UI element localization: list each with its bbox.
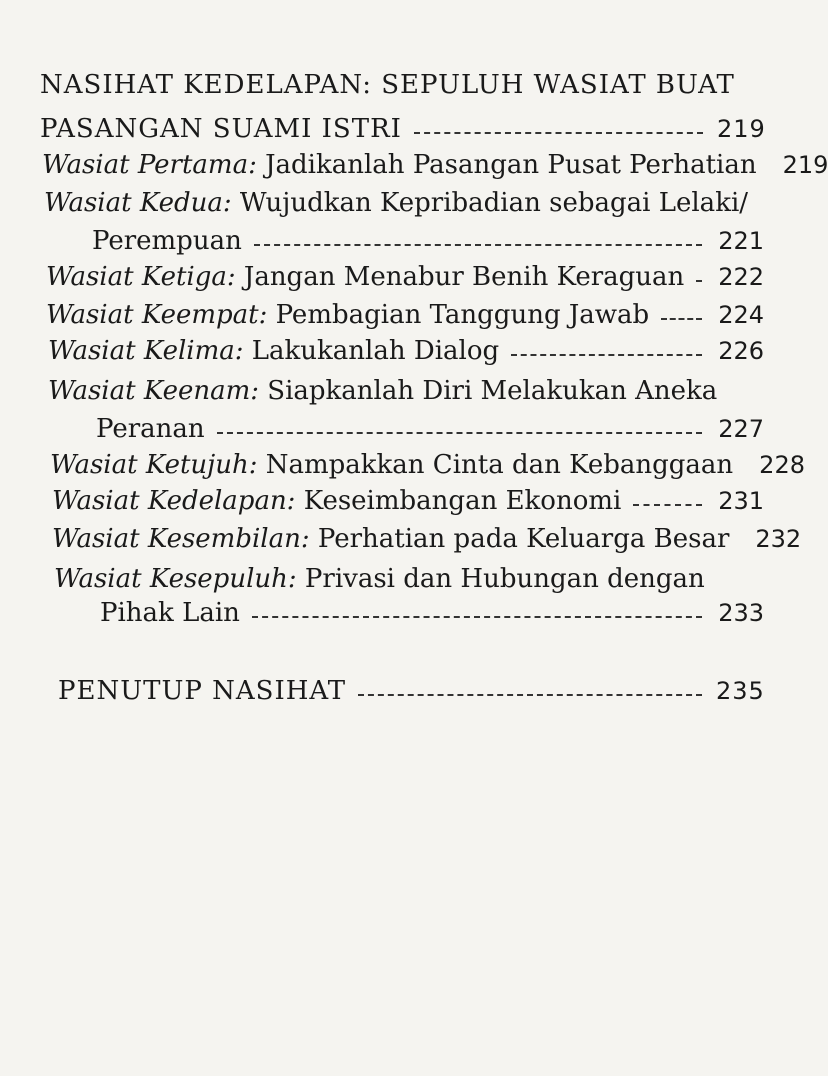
closing-title: PENUTUP NASIHAT <box>58 676 347 706</box>
dot-leader <box>254 244 702 246</box>
entry-text: Jadikanlah Pasangan Pusat Perhatian <box>265 150 757 180</box>
dot-leader <box>414 132 703 134</box>
page-number: 228 <box>759 451 805 479</box>
page-number: 232 <box>755 525 802 553</box>
toc-entry-continuation <box>100 596 764 630</box>
toc-entry <box>48 334 764 368</box>
entry-text: Perhatian pada Keluarga Besar <box>317 524 730 554</box>
toc-entry <box>46 298 764 332</box>
entry-text: Perempuan <box>92 226 242 256</box>
page-number: 222 <box>718 263 764 291</box>
page-number: 226 <box>718 337 764 365</box>
entry-label: Wasiat Kesembilan: <box>52 524 310 554</box>
toc-entry <box>50 448 805 482</box>
entry-text: Peranan <box>96 414 205 444</box>
dot-leader <box>661 318 702 320</box>
page-number: 219 <box>782 151 828 179</box>
entry-label: Wasiat Ketiga: <box>46 262 236 292</box>
toc-entry-continuation <box>92 224 764 258</box>
toc-entry <box>54 562 764 596</box>
dot-leader <box>633 504 702 506</box>
toc-entry <box>52 522 802 556</box>
toc-entry <box>44 186 764 220</box>
entry-text: Siapkanlah Diri Melakukan Aneka <box>267 376 718 406</box>
toc-entry <box>46 260 764 294</box>
entry-label: Wasiat Kedua: <box>44 188 232 218</box>
entry-label: Wasiat Kesepuluh: <box>54 564 297 594</box>
dot-leader <box>358 694 702 696</box>
chapter-title-text: NASIHAT KEDELAPAN: SEPULUH WASIAT BUAT <box>40 70 735 100</box>
entry-label: Wasiat Keenam: <box>48 376 259 406</box>
entry-label: Wasiat Keempat: <box>46 300 268 330</box>
toc-entry <box>52 484 764 518</box>
chapter-title-line2 <box>40 112 765 146</box>
entry-label: Wasiat Pertama: <box>42 150 257 180</box>
page-number: 221 <box>718 227 764 255</box>
dot-leader <box>252 616 702 618</box>
page-number: 224 <box>718 301 764 329</box>
entry-text: Keseimbangan Ekonomi <box>303 486 622 516</box>
entry-text: Pihak Lain <box>100 598 240 628</box>
entry-text: Lakukanlah Dialog <box>251 336 500 366</box>
dot-leader <box>696 280 702 282</box>
toc-entry-continuation <box>96 412 764 446</box>
closing-entry <box>58 674 764 708</box>
entry-text: Privasi dan Hubungan dengan <box>304 564 705 594</box>
chapter-title-text: PASANGAN SUAMI ISTRI <box>40 114 402 144</box>
entry-label: Wasiat Kelima: <box>48 336 244 366</box>
page-number: 231 <box>718 487 764 515</box>
entry-text: Wujudkan Kepribadian sebagai Lelaki/ <box>239 188 749 218</box>
entry-label: Wasiat Kedelapan: <box>52 486 296 516</box>
entry-text: Pembagian Tanggung Jawab <box>275 300 650 330</box>
dot-leader <box>511 354 702 356</box>
dot-leader <box>217 432 702 434</box>
chapter-title-line1 <box>40 68 760 102</box>
page-number: 235 <box>716 677 765 705</box>
page-number: 233 <box>718 599 764 627</box>
page-number: 227 <box>718 415 764 443</box>
toc-entry <box>42 148 828 182</box>
toc-entry <box>48 374 764 408</box>
entry-label: Wasiat Ketujuh: <box>50 450 258 480</box>
page-number: 219 <box>717 115 766 143</box>
entry-text: Jangan Menabur Benih Keraguan <box>243 262 685 292</box>
entry-text: Nampakkan Cinta dan Kebanggaan <box>265 450 734 480</box>
